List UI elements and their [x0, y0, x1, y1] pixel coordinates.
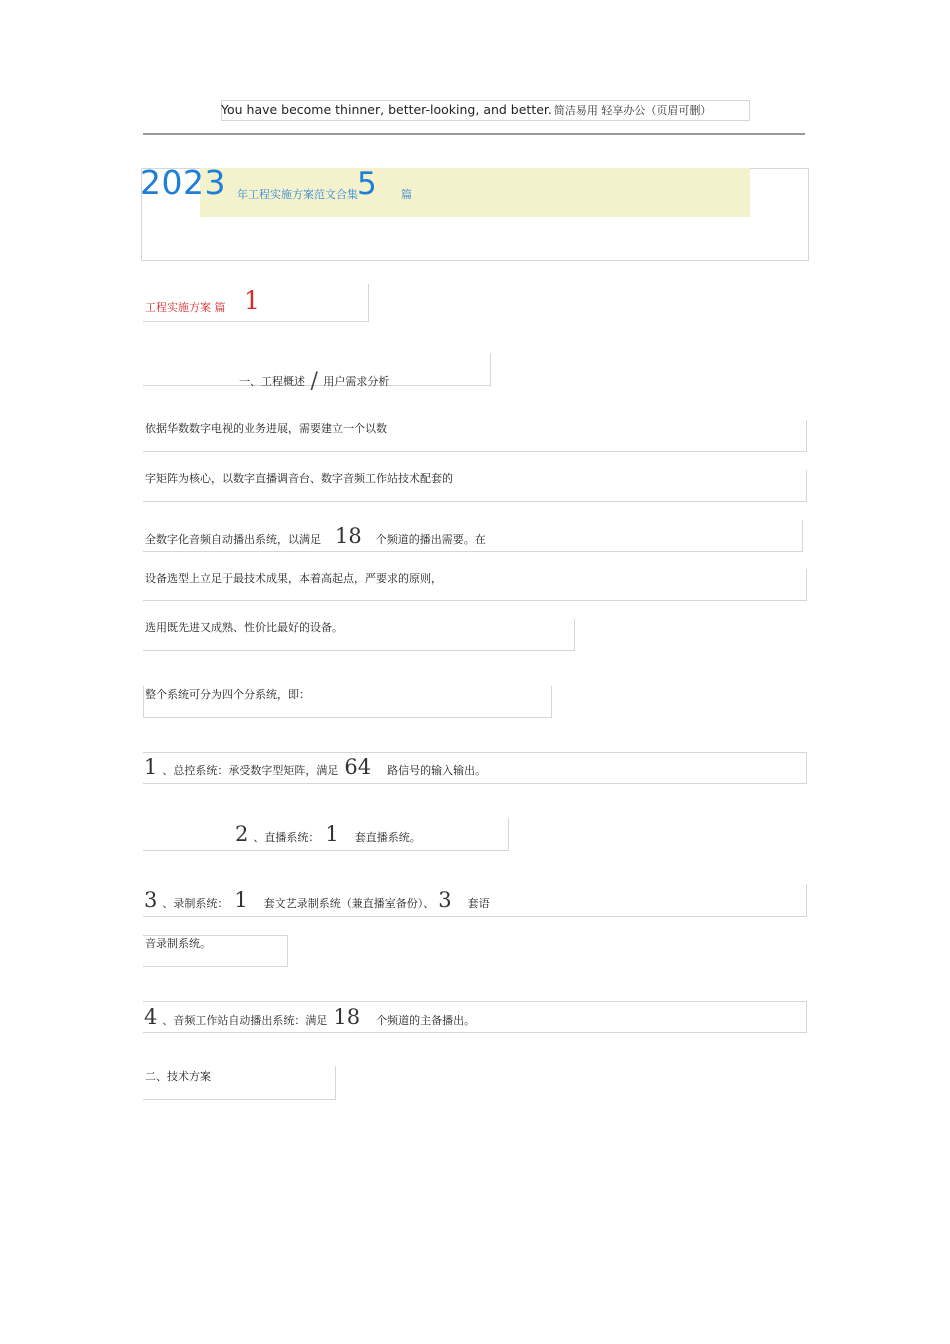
item-1-text-a: 、总控系统：承受数字型矩阵，满足 [162, 764, 339, 777]
paragraph-line-3a: 全数字化音频自动播出系统，以满足 [145, 533, 321, 546]
item-4-text-a: 、音频工作站自动播出系统：满足 [162, 1014, 328, 1027]
item-3-text-c: 套语 [467, 897, 490, 910]
item-1 [144, 755, 486, 779]
item-3-text-a: 、录制系统： [162, 897, 229, 910]
item-4-number: 4 [144, 1005, 158, 1029]
header-divider [143, 133, 805, 135]
paragraph-line-4: 设备选型上立足于最技术成果，本着高起点，严要求的原则， [145, 572, 442, 585]
item-4-text-b: 个频道的主备播出。 [376, 1014, 476, 1027]
item-3-value-2: 3 [438, 888, 452, 912]
item-2-text-b: 套直播系统。 [354, 831, 421, 844]
item-3 [144, 888, 490, 912]
section1-label: 工程实施方案 篇 [145, 301, 226, 314]
item-2 [235, 822, 421, 846]
item-2-value: 1 [325, 822, 339, 846]
outline-heading [239, 366, 390, 394]
title-suffix: 篇 [401, 188, 412, 201]
paragraph-line-2: 字矩阵为核心，以数字直播调音台、数字音频工作站技术配套的 [145, 472, 453, 485]
page-header [221, 102, 711, 118]
item-1-text-b: 路信号的输入输出。 [387, 764, 487, 777]
channel-count: 18 [335, 524, 362, 548]
item-1-number: 1 [144, 755, 158, 779]
item-3-text-b: 套文艺录制系统（兼直播室备份）、 [263, 897, 435, 910]
outline-slash: / [310, 369, 318, 394]
paragraph-line-3 [145, 524, 486, 548]
title-year: 2023 [140, 163, 226, 202]
title-text: 年工程实施方案范文合集 [237, 188, 358, 201]
title-count: 5 [357, 166, 377, 202]
item-3-continued: 音录制系统。 [145, 937, 211, 950]
item-1-value: 64 [344, 755, 372, 779]
item-4-value: 18 [333, 1005, 361, 1029]
header-english: You have become thinner, better-looking, and better. [221, 102, 552, 117]
section1-number: 1 [244, 286, 260, 315]
item-3-number: 3 [144, 888, 158, 912]
item-2-text-a: 、直播系统： [253, 831, 320, 844]
section2-heading: 二、技术方案 [145, 1070, 211, 1083]
paragraph-line-5: 选用既先进又成熟、性价比最好的设备。 [145, 621, 343, 634]
paragraph-line-1: 依据华数数字电视的业务进展，需要建立一个以数 [145, 422, 387, 435]
paragraph-line-3b: 个频道的播出需要。在 [375, 533, 486, 546]
item-2-number: 2 [235, 822, 249, 846]
paragraph-line-6: 整个系统可分为四个分系统，即： [145, 688, 310, 701]
header-chinese: 简洁易用 轻享办公（页眉可删） [553, 104, 712, 117]
item-4 [144, 1005, 475, 1029]
item-3-value: 1 [234, 888, 248, 912]
outline-heading-part1: 一、工程概述 [239, 375, 305, 388]
outline-heading-part2: 用户需求分析 [323, 375, 390, 388]
